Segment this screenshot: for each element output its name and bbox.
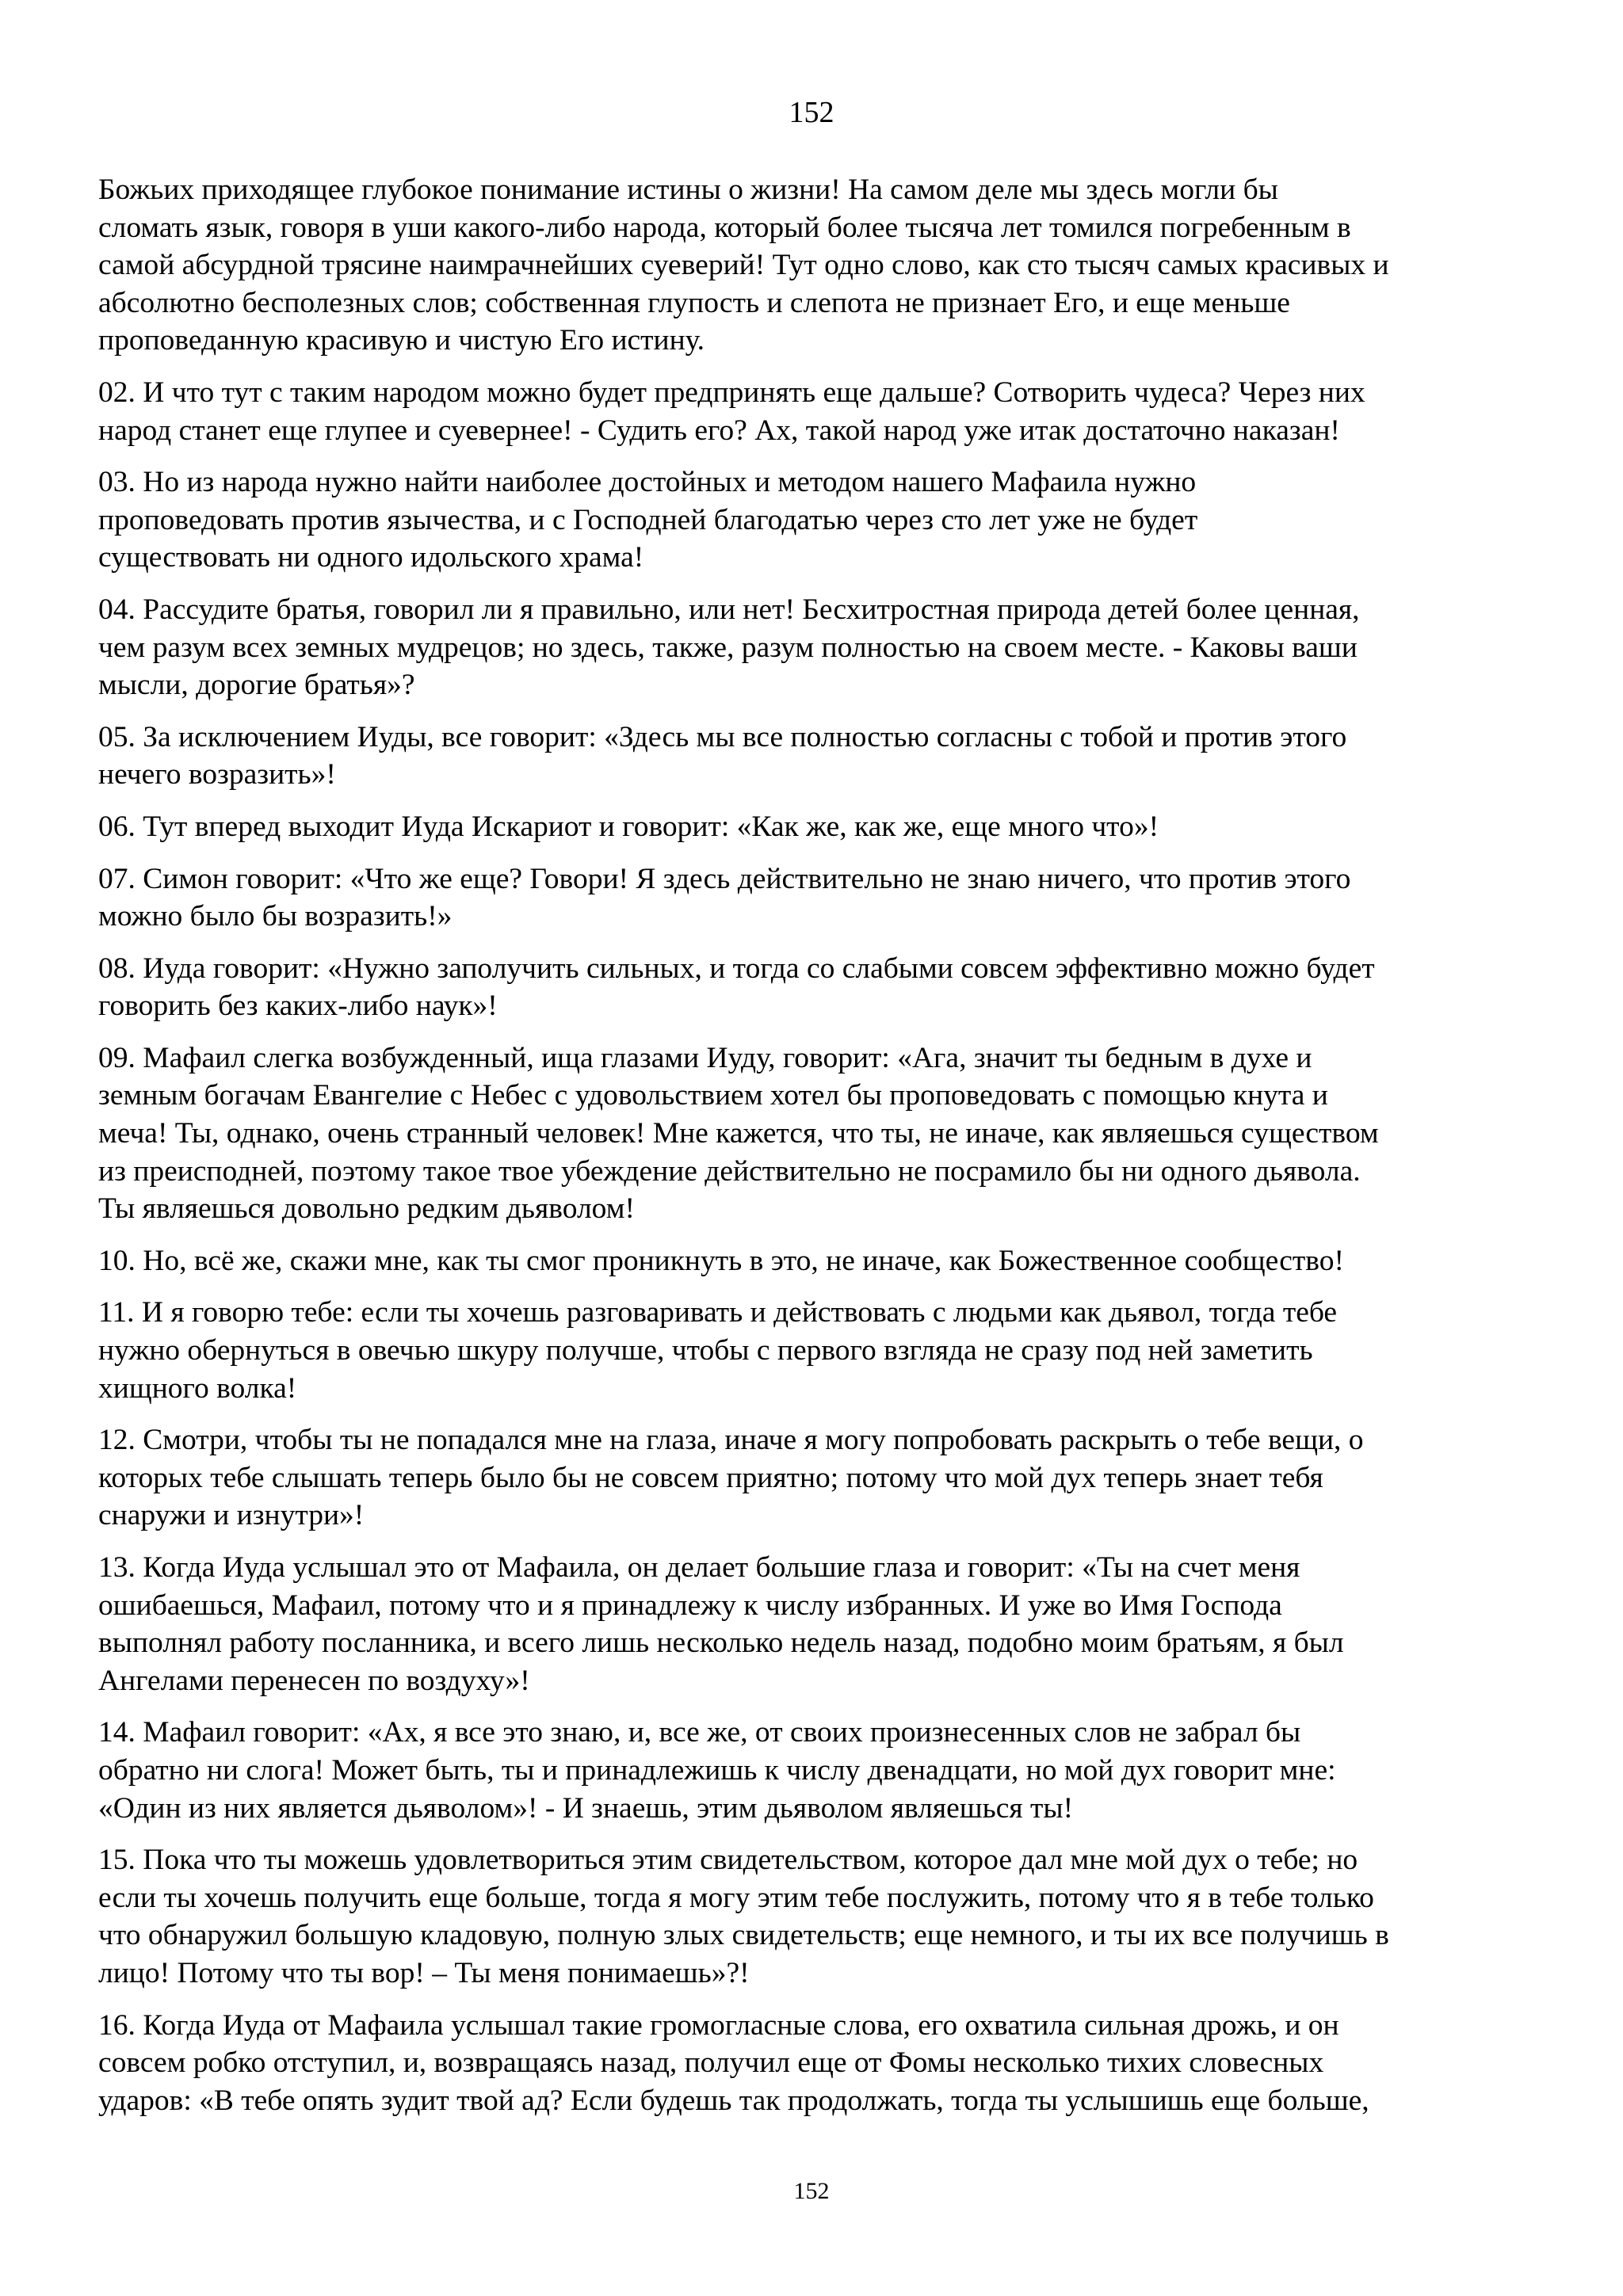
paragraph	[98, 1714, 1525, 1827]
text-line: Ангелами перенесен по воздуху»!	[98, 1664, 530, 1697]
paragraph	[98, 591, 1525, 704]
text-line: если ты хочешь получить еще больше, тогда я могу этим тебе послужить, потому что я в тебе только	[98, 1881, 1374, 1914]
paragraph	[98, 1421, 1525, 1535]
text-line: 11. И я говорю тебе: если ты хочешь разговаривать и действовать с людьми как дьявол, тогда тебе	[98, 1296, 1338, 1329]
text-line: 14. Мафаил говорит: «Ах, я все это знаю, и, все же, от своих произнесенных слов не забрал бы	[98, 1716, 1301, 1749]
text-line: земным богачам Евангелие с Небес с удовольствием хотел бы проповедовать с помощью кнута и	[98, 1079, 1328, 1112]
text-line: что обнаружил большую кладовую, полную злых свидетельств; еще немного, и ты их все получишь в	[98, 1919, 1389, 1952]
text-line: самой абсурдной трясине наимрачнейших суеверий! Тут одно слово, как сто тысяч самых красивых и	[98, 249, 1389, 282]
paragraph	[98, 1242, 1525, 1280]
text-line: обратно ни слога! Может быть, ты и принадлежишь к числу двенадцати, но мой дух говорит мне:	[98, 1753, 1336, 1787]
page-number-bottom: 152	[793, 2178, 830, 2204]
paragraph	[98, 1841, 1525, 1992]
text-line: проповедовать против язычества, и с Господней благодатью через сто лет уже не будет	[98, 503, 1198, 536]
text-line: нужно обернуться в овечью шкуру получше, чтобы с первого взгляда не сразу под ней заметить	[98, 1334, 1313, 1367]
paragraph	[98, 1549, 1525, 1699]
text-line: народ станет еще глупее и суевернее! - Судить его? Ах, такой народ уже итак достаточно наказан!	[98, 414, 1340, 447]
text-line: 15. Пока что ты можешь удовлетвориться этим свидетельством, которое дал мне мой дух о тебе; но	[98, 1844, 1358, 1877]
text-line: 10. Но, всё же, скажи мне, как ты смог проникнуть в это, не иначе, как Божественное сообщество!	[98, 1244, 1344, 1277]
text-line: 04. Рассудите братья, говорил ли я правильно, или нет! Бесхитростная природа детей более ценная,	[98, 593, 1360, 626]
text-line: 03. Но из народа нужно найти наиболее достойных и методом нашего Мафаила нужно	[98, 466, 1197, 499]
text-line: 05. За исключением Иуды, все говорит: «Здесь мы все полностью согласны с тобой и против этого	[98, 720, 1347, 753]
paragraph	[98, 463, 1525, 577]
text-line: которых тебе слышать теперь было бы не совсем приятно; потому что мой дух теперь знает тебя	[98, 1461, 1323, 1494]
text-line: существовать ни одного идольского храма!	[98, 541, 644, 574]
text-line: ударов: «В тебе опять зудит твой ад? Если будешь так продолжать, тогда ты услышишь еще больше,	[98, 2084, 1369, 2117]
text-line: мысли, дорогие братья»?	[98, 669, 415, 702]
text-line: снаружи и изнутри»!	[98, 1499, 365, 1532]
text-line: совсем робко отступил, и, возвращаясь назад, получил еще от Фомы несколько тихих словесных	[98, 2046, 1324, 2080]
text-line: выполнял работу посланника, и всего лишь несколько недель назад, подобно моим братьям, я был	[98, 1627, 1344, 1660]
text-line: 13. Когда Иуда услышал это от Мафаила, он делает большие глаза и говорит: «Ты на счет меня	[98, 1551, 1300, 1584]
text-line: 06. Тут вперед выходит Иуда Искариот и говорит: «Как же, как же, еще много что»!	[98, 810, 1159, 843]
text-line: говорить без каких-либо наук»!	[98, 990, 498, 1023]
document-body	[98, 171, 1525, 2134]
paragraph	[98, 2007, 1525, 2120]
text-line: сломать язык, говоря в уши какого-либо народа, который более тысяча лет томился погребенным в	[98, 211, 1351, 244]
paragraph	[98, 1294, 1525, 1407]
paragraph	[98, 808, 1525, 846]
text-line: 02. И что тут с таким народом можно будет предпринять еще дальше? Сотворить чудеса? Через них	[98, 376, 1365, 409]
text-line: можно было бы возразить!»	[98, 900, 453, 933]
text-line: хищного волка!	[98, 1371, 297, 1405]
text-line: абсолютно бесполезных слов; собственная глупость и слепота не признает Его, и еще меньше	[98, 286, 1290, 319]
paragraph	[98, 950, 1525, 1025]
text-line: ошибаешься, Мафаил, потому что и я принадлежу к числу избранных. И уже во Имя Господа	[98, 1589, 1282, 1622]
paragraph	[98, 860, 1525, 936]
text-line: 16. Когда Иуда от Мафаила услышал такие громогласные слова, его охватила сильная дрожь, и он	[98, 2008, 1339, 2042]
paragraph	[98, 1039, 1525, 1228]
text-line: меча! Ты, однако, очень странный человек! Мне кажется, что ты, не иначе, как являешься существом	[98, 1117, 1379, 1150]
text-line: чем разум всех земных мудрецов; но здесь, также, разум полностью на своем месте. - Каковы ваши	[98, 631, 1358, 664]
text-line: 09. Мафаил слегка возбужденный, ища глазами Иуду, говорит: «Ага, значит ты бедным в духе и	[98, 1041, 1312, 1074]
page-number-top: 152	[789, 96, 834, 129]
paragraph	[98, 171, 1525, 360]
paragraph	[98, 374, 1525, 449]
text-line: проповеданную красивую и чистую Его истину.	[98, 324, 705, 357]
text-line: из преисподней, поэтому такое твое убеждение действительно не посрамило бы ни одного дьявола.	[98, 1154, 1361, 1188]
text-line: Божьих приходящее глубокое понимание истины о жизни! На самом деле мы здесь могли бы	[98, 174, 1278, 206]
text-line: 08. Иуда говорит: «Нужно заполучить сильных, и тогда со слабыми совсем эффективно можно будет	[98, 952, 1375, 985]
text-line: «Один из них является дьяволом»! - И знаешь, этим дьяволом являешься ты!	[98, 1791, 1074, 1825]
paragraph	[98, 719, 1525, 794]
text-line: Ты являешься довольно редким дьяволом!	[98, 1192, 635, 1226]
text-line: нечего возразить»!	[98, 758, 336, 791]
text-line: 07. Симон говорит: «Что же еще? Говори! Я здесь действительно не знаю ничего, что против этого	[98, 862, 1351, 895]
text-line: лицо! Потому что ты вор! – Ты меня понимаешь»?!	[98, 1956, 750, 1989]
text-line: 12. Смотри, чтобы ты не попадался мне на глаза, иначе я могу попробовать раскрыть о тебе вещи, о	[98, 1424, 1364, 1457]
